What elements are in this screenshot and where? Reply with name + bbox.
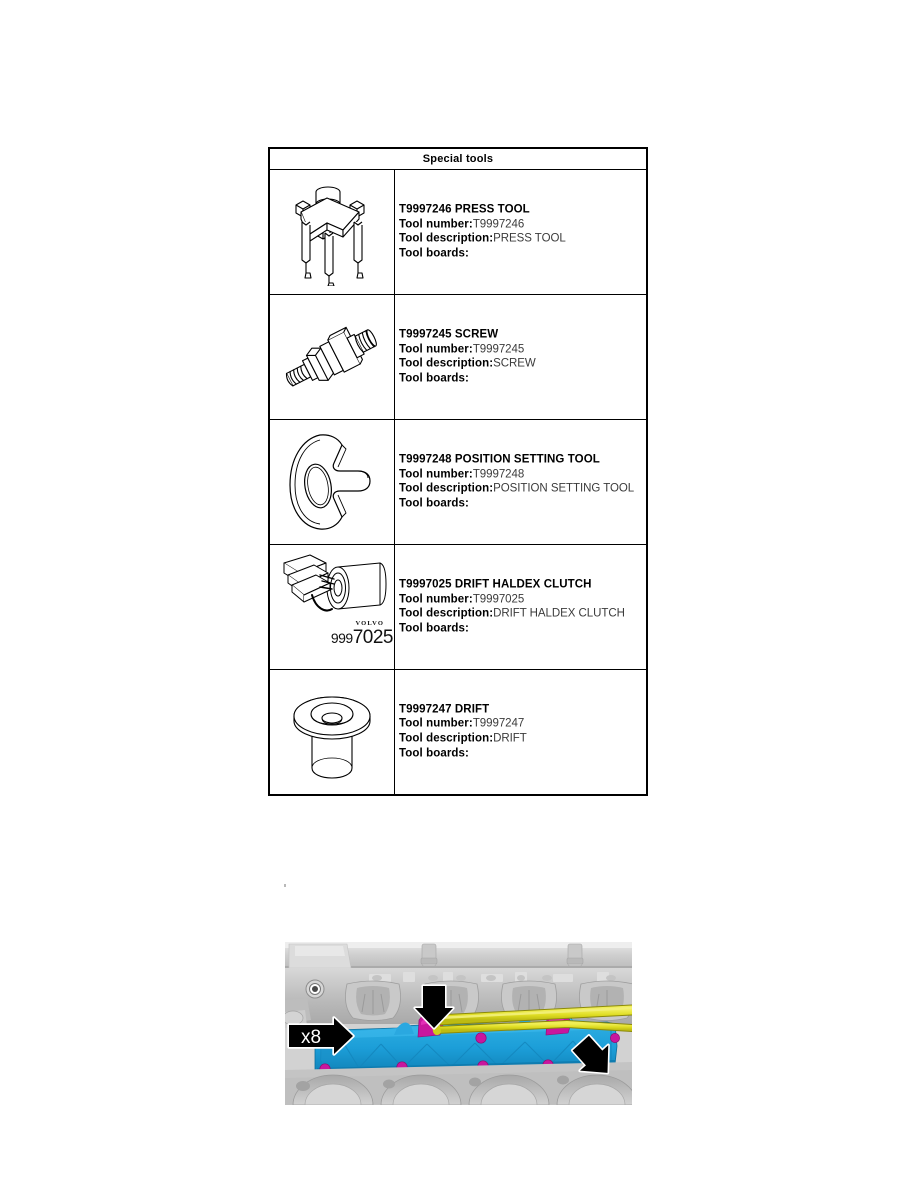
drift-haldex-clutch-illustration-icon — [270, 545, 394, 669]
volvo-part-number-prefix: 999 — [330, 630, 353, 646]
tool-boards-label: Tool boards: — [399, 372, 469, 385]
tool-boards-line — [399, 372, 655, 387]
tool-number-line — [399, 467, 655, 482]
volvo-part-number — [331, 628, 393, 647]
table-row — [269, 295, 647, 420]
tool-image-cell — [269, 295, 395, 420]
tool-description-label: Tool description: — [399, 358, 494, 370]
tool-title: T9997025 DRIFT HALDEX CLUTCH — [399, 578, 592, 591]
tool-number-value: T9997245 — [472, 343, 525, 356]
tool-description-label: Tool description: — [399, 483, 494, 495]
tool-image-cell — [269, 670, 395, 795]
tool-number-value: T9997025 — [472, 593, 525, 606]
tool-description-value: DRIFT HALDEX CLUTCH — [493, 608, 625, 620]
tool-number-value: T9997246 — [472, 218, 525, 231]
table-row — [269, 545, 647, 670]
tool-title: T9997245 SCREW — [399, 328, 499, 341]
screw-illustration-icon — [270, 295, 394, 419]
tool-description-value: SCREW — [493, 358, 536, 370]
tool-text-cell — [395, 295, 648, 420]
tool-description-line — [399, 732, 655, 747]
tool-image-cell — [269, 545, 395, 670]
tool-text-cell — [395, 420, 648, 545]
tool-title: T9997246 PRESS TOOL — [399, 203, 530, 216]
tool-number-label: Tool number: — [399, 718, 473, 731]
table-row — [269, 420, 647, 545]
table-row — [269, 670, 647, 795]
tool-number-line — [399, 342, 655, 357]
tool-boards-label: Tool boards: — [399, 747, 469, 760]
volvo-part-number-suffix: 7025 — [352, 627, 393, 648]
special-tools-table — [268, 147, 648, 796]
tool-description-value: PRESS TOOL — [493, 233, 566, 245]
tool-number-label: Tool number: — [399, 343, 473, 356]
tool-title: T9997248 POSITION SETTING TOOL — [399, 453, 600, 466]
tool-image-cell — [269, 420, 395, 545]
tool-boards-line — [399, 497, 655, 512]
press-tool-illustration-icon — [270, 170, 394, 294]
tool-description-line — [399, 607, 655, 622]
special-tools-table-header: Special tools — [269, 148, 647, 170]
drift-illustration-icon — [270, 670, 394, 794]
tool-number-value: T9997247 — [472, 718, 525, 731]
tool-title: T9997247 DRIFT — [399, 703, 490, 716]
tool-number-label: Tool number: — [399, 593, 473, 606]
tool-text-cell — [395, 170, 648, 295]
tool-number-label: Tool number: — [399, 468, 473, 481]
tool-number-line — [399, 217, 655, 232]
tool-number-line — [399, 717, 655, 732]
tool-number-label: Tool number: — [399, 218, 473, 231]
tool-text-cell — [395, 545, 648, 670]
tool-boards-line — [399, 746, 655, 761]
svg-text:x8: x8 — [300, 1027, 322, 1048]
page-artifact-speck — [284, 884, 286, 887]
position-setting-tool-illustration-icon — [270, 420, 394, 544]
tool-description-line — [399, 482, 655, 497]
cylinder-head-oil-rail-figure — [285, 928, 632, 1105]
tool-description-value: POSITION SETTING TOOL — [493, 483, 635, 495]
tool-boards-line — [399, 622, 655, 637]
tool-number-value: T9997248 — [472, 468, 525, 481]
tool-image-cell — [269, 170, 395, 295]
tool-description-label: Tool description: — [399, 233, 494, 245]
tool-boards-label: Tool boards: — [399, 622, 469, 635]
tool-boards-label: Tool boards: — [399, 497, 469, 510]
tool-description-label: Tool description: — [399, 608, 494, 620]
tool-number-line — [399, 592, 655, 607]
tool-boards-label: Tool boards: — [399, 247, 469, 260]
tool-description-line — [399, 232, 655, 247]
tool-description-label: Tool description: — [399, 732, 494, 745]
tool-boards-line — [399, 247, 655, 262]
volvo-part-stamp — [331, 621, 393, 648]
tool-description-value: DRIFT — [493, 732, 527, 745]
table-row — [269, 170, 647, 295]
tool-description-line — [399, 357, 655, 372]
volvo-brand-text: VOLVO — [355, 619, 384, 627]
tool-text-cell — [395, 670, 648, 795]
